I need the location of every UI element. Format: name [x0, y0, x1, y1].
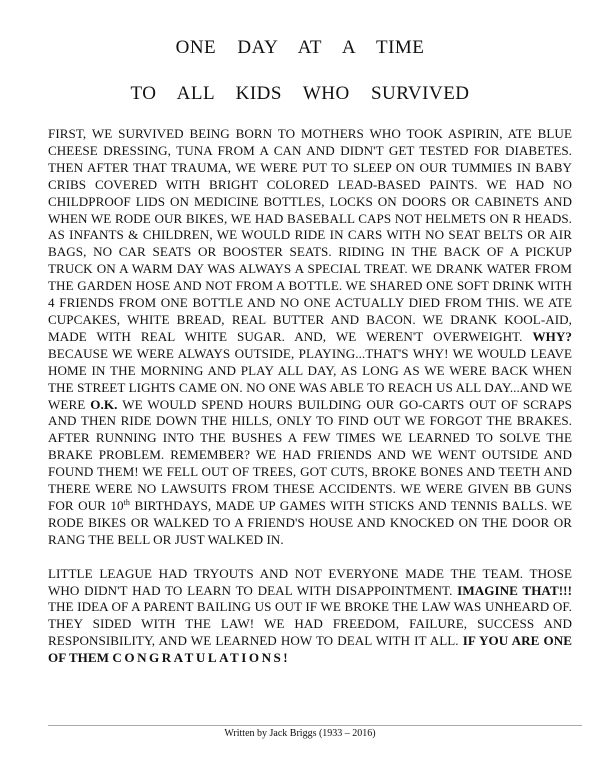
p1-text-2: BECAUSE WE WERE ALWAYS OUTSIDE, PLAYING...THAT'S WHY! WE WOULD LEAVE HOME IN THE MORNING AND PLAY ALL DAY, AS LONG AS WE WERE BACK WHEN THE STREET LIGHTS CAME ON. NO ONE WAS ABLE TO REACH US ALL DAY...AND WE WERE [48, 345, 572, 412]
p1-text-1: FIRST, WE SURVIVED BEING BORN TO MOTHERS WHO TOOK ASPIRIN, ATE BLUE CHEESE DRESSING, TUNA FROM A CAN AND DIDN'T GET TESTED FOR DIABETES. THEN AFTER THAT TRAUMA, WE WERE PUT TO SLEEP ON OUR TUMMIES IN BABY CRIBS COVERED WITH BRIGHT COLORED LEAD-BASED PAINTS. WE HAD NO CHILDPROOF LIDS ON MEDICINE BOTTLES, LOCKS ON DOORS OR CABINETS AND WHEN WE RODE OUR BIKES, WE HAD BASEBALL CAPS NOT HELMETS ON R HEADS. AS INFANTS & CHILDREN, WE WOULD RIDE IN CARS WITH NO SEAT BELTS OR AIR BAGS, NO CAR SEATS OR BOOSTER SEATS. RIDING IN THE BACK OF A PICKUP TRUCK ON A WARM DAY WAS ALWAYS A SPECIAL TREAT. WE DRANK WATER FROM THE GARDEN HOSE AND NOT FROM A BOTTLE. WE SHARED ONE SOFT DRINK WITH 4 FRIENDS FROM ONE BOTTLE AND NO ONE ACTUALLY DIED FROM THIS. WE ATE CUPCAKES, WHITE BREAD, REAL BUTTER AND BACON. WE DRANK KOOL-AID, MADE WITH REAL WHITE SUGAR. AND, WE WEREN'T OVERWEIGHT. [48, 126, 572, 344]
paragraph-2 [48, 566, 572, 667]
superscript-th: th [123, 497, 130, 507]
paragraph-1 [48, 126, 572, 549]
imagine-emphasis: IMAGINE THAT!!! [457, 582, 572, 598]
title-line-2: TO ALL KIDS WHO SURVIVED [130, 83, 470, 104]
p2-text-1: LITTLE LEAGUE HAD TRYOUTS AND NOT EVERYONE MADE THE TEAM. THOSE WHO DIDN'T HAD TO LEARN TO DEAL WITH DISAPPOINTMENT. [48, 565, 572, 598]
footer-divider [48, 725, 582, 726]
ok-emphasis: O.K. [90, 396, 118, 412]
title-line-1: ONE DAY AT A TIME [175, 37, 425, 58]
congratulations-text: CONGRATULATIONS! [112, 650, 291, 666]
why-emphasis: WHY? [532, 328, 572, 344]
poem-body [48, 126, 572, 667]
closing-emphasis: IF YOU ARE ONE OF THEM [48, 633, 572, 666]
p1-text-3: WE WOULD SPEND HOURS BUILDING OUR GO-CARTS OUT OF SCRAPS AND THEN RIDE DOWN THE HILLS, ONLY TO FIND OUT WE FORGOT THE BRAKES. AFTER RUNNING INTO THE BUSHES A FEW TIMES WE LEARNED TO SOLVE THE BRAKE PROBLEM. REMEMBER? WE HAD FRIENDS AND WE WENT OUTSIDE AND FOUND THEM! WE FELL OUT OF TREES, GOT CUTS, BROKE BONES AND TEETH AND THERE WERE NO LAWSUITS FROM THESE ACCIDENTS. WE WERE GIVEN BB GUNS FOR OUR 10 [48, 396, 572, 513]
p1-text-4: BIRTHDAYS, MADE UP GAMES WITH STICKS AND TENNIS BALLS. WE RODE BIKES OR WALKED TO A FRIEND'S HOUSE AND KNOCKED ON THE DOOR OR RANG THE BELL OR JUST WALKED IN. [48, 497, 572, 547]
p2-text-2: THE IDEA OF A PARENT BAILING US OUT IF WE BROKE THE LAW WAS UNHEARD OF. THEY SIDED WITH THE LAW! WE HAD FREEDOM, FAILURE, SUCCESS AND RESPONSIBILITY, AND WE LEARNED HOW TO DEAL WITH IT ALL. [48, 599, 572, 649]
author-credit: Written by Jack Briggs (1933 – 2016) [224, 728, 376, 739]
